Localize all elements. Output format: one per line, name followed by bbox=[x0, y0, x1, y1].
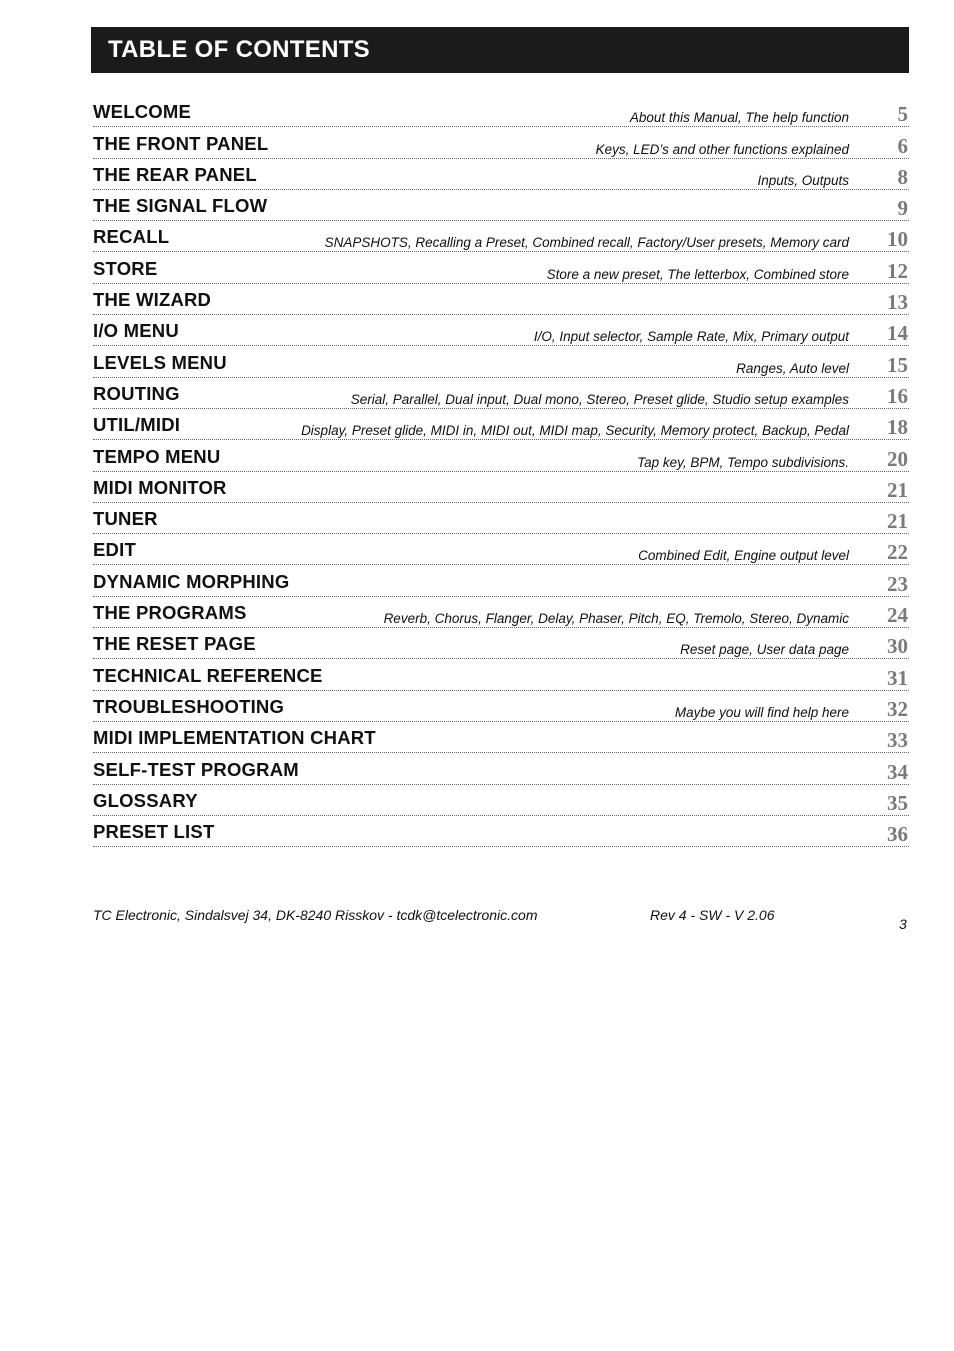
toc-entry-description: Serial, Parallel, Dual input, Dual mono, Stereo, Preset glide, Studio setup examples bbox=[350, 391, 849, 407]
toc-row[interactable] bbox=[93, 753, 909, 784]
toc-entry-title: TEMPO MENU bbox=[93, 445, 221, 467]
toc-entry-page: 35 bbox=[887, 790, 908, 815]
toc-entry-page: 14 bbox=[887, 321, 908, 346]
toc-entry-page: 13 bbox=[887, 290, 908, 315]
toc-entry-page: 30 bbox=[887, 634, 908, 659]
toc-row[interactable] bbox=[93, 190, 909, 221]
toc-entry-page: 16 bbox=[887, 383, 908, 408]
toc-list bbox=[93, 96, 909, 847]
toc-row[interactable] bbox=[93, 440, 909, 471]
toc-entry-title: EDIT bbox=[93, 539, 136, 561]
toc-entry-title: DYNAMIC MORPHING bbox=[93, 570, 290, 592]
toc-header-bar bbox=[91, 27, 909, 73]
toc-row[interactable] bbox=[93, 722, 909, 753]
toc-entry-page: 10 bbox=[887, 227, 908, 252]
toc-entry-description: Inputs, Outputs bbox=[757, 172, 849, 188]
toc-entry-title: LEVELS MENU bbox=[93, 351, 227, 373]
toc-row[interactable] bbox=[93, 503, 909, 534]
page-title: TABLE OF CONTENTS bbox=[108, 36, 370, 63]
toc-entry-title: RECALL bbox=[93, 226, 170, 248]
toc-row[interactable] bbox=[93, 565, 909, 596]
toc-row[interactable] bbox=[93, 691, 909, 722]
toc-entry-title: PRESET LIST bbox=[93, 821, 215, 843]
toc-entry-description: Store a new preset, The letterbox, Combined store bbox=[546, 266, 849, 282]
toc-entry-page: 23 bbox=[887, 571, 908, 596]
toc-row[interactable] bbox=[93, 315, 909, 346]
toc-entry-page: 24 bbox=[887, 603, 908, 628]
toc-entry-description: Reset page, User data page bbox=[680, 642, 849, 658]
toc-entry-description: Tap key, BPM, Tempo subdivisions. bbox=[637, 454, 849, 470]
toc-row[interactable] bbox=[93, 785, 909, 816]
toc-entry-page: 33 bbox=[887, 728, 908, 753]
toc-entry-description: Maybe you will find help here bbox=[674, 704, 849, 720]
toc-entry-title: GLOSSARY bbox=[93, 789, 198, 811]
toc-entry-page: 21 bbox=[887, 509, 908, 534]
toc-entry-title: ROUTING bbox=[93, 382, 180, 404]
toc-entry-description: SNAPSHOTS, Recalling a Preset, Combined recall, Factory/User presets, Memory card bbox=[324, 235, 849, 251]
toc-row[interactable] bbox=[93, 534, 909, 565]
toc-entry-title: THE SIGNAL FLOW bbox=[93, 195, 268, 217]
toc-entry-page: 21 bbox=[887, 477, 908, 502]
toc-entry-page: 31 bbox=[887, 665, 908, 690]
toc-entry-title: TUNER bbox=[93, 508, 158, 530]
toc-row[interactable] bbox=[93, 409, 909, 440]
toc-entry-page: 20 bbox=[887, 446, 908, 471]
toc-entry-description: Combined Edit, Engine output level bbox=[638, 548, 849, 564]
toc-row[interactable] bbox=[93, 659, 909, 690]
toc-entry-description: Keys, LED’s and other functions explained bbox=[595, 141, 849, 157]
toc-entry-description: About this Manual, The help function bbox=[629, 110, 849, 126]
toc-row[interactable] bbox=[93, 597, 909, 628]
toc-entry-page: 8 bbox=[897, 164, 908, 189]
toc-entry-page: 6 bbox=[897, 133, 908, 158]
toc-entry-title: TROUBLESHOOTING bbox=[93, 695, 285, 717]
toc-entry-title: SELF-TEST PROGRAM bbox=[93, 758, 299, 780]
toc-row[interactable] bbox=[93, 252, 909, 283]
toc-entry-page: 12 bbox=[887, 258, 908, 283]
toc-entry-description: Ranges, Auto level bbox=[736, 360, 849, 376]
toc-row[interactable] bbox=[93, 378, 909, 409]
toc-entry-title: THE FRONT PANEL bbox=[93, 132, 269, 154]
toc-row[interactable] bbox=[93, 284, 909, 315]
toc-row[interactable] bbox=[93, 127, 909, 158]
toc-row[interactable] bbox=[93, 159, 909, 190]
toc-entry-title: STORE bbox=[93, 257, 158, 279]
toc-entry-page: 22 bbox=[887, 540, 908, 565]
toc-row[interactable] bbox=[93, 96, 909, 127]
toc-entry-title: MIDI MONITOR bbox=[93, 476, 227, 498]
toc-entry-title: THE PROGRAMS bbox=[93, 602, 247, 624]
toc-entry-title: WELCOME bbox=[93, 101, 192, 123]
toc-row[interactable] bbox=[93, 472, 909, 503]
toc-entry-page: 5 bbox=[897, 102, 908, 127]
toc-entry-title: UTIL/MIDI bbox=[93, 414, 181, 436]
toc-entry-description: Display, Preset glide, MIDI in, MIDI out, MIDI map, Security, Memory protect, Backup, Pedal bbox=[301, 423, 849, 439]
toc-entry-page: 36 bbox=[887, 822, 908, 847]
toc-entry-page: 15 bbox=[887, 352, 908, 377]
toc-entry-title: THE WIZARD bbox=[93, 289, 212, 311]
toc-entry-title: MIDI IMPLEMENTATION CHART bbox=[93, 727, 376, 749]
toc-entry-title: THE RESET PAGE bbox=[93, 633, 256, 655]
toc-entry-title: I/O MENU bbox=[93, 320, 179, 342]
toc-entry-page: 32 bbox=[887, 696, 908, 721]
toc-entry-page: 34 bbox=[887, 759, 908, 784]
footer-revision: Rev 4 - SW - V 2.06 bbox=[650, 907, 775, 923]
toc-row[interactable] bbox=[93, 346, 909, 377]
toc-entry-title: TECHNICAL REFERENCE bbox=[93, 664, 323, 686]
toc-entry-description: I/O, Input selector, Sample Rate, Mix, Primary output bbox=[533, 329, 849, 345]
toc-row[interactable] bbox=[93, 628, 909, 659]
footer-address: TC Electronic, Sindalsvej 34, DK-8240 Risskov - tcdk@tcelectronic.com bbox=[93, 907, 538, 923]
toc-row[interactable] bbox=[93, 816, 909, 847]
toc-entry-description: Reverb, Chorus, Flanger, Delay, Phaser, Pitch, EQ, Tremolo, Stereo, Dynamic bbox=[383, 611, 849, 627]
toc-entry-page: 18 bbox=[887, 415, 908, 440]
toc-entry-page: 9 bbox=[897, 196, 908, 221]
page-number: 3 bbox=[899, 916, 907, 932]
toc-row[interactable] bbox=[93, 221, 909, 252]
toc-entry-title: THE REAR PANEL bbox=[93, 163, 257, 185]
